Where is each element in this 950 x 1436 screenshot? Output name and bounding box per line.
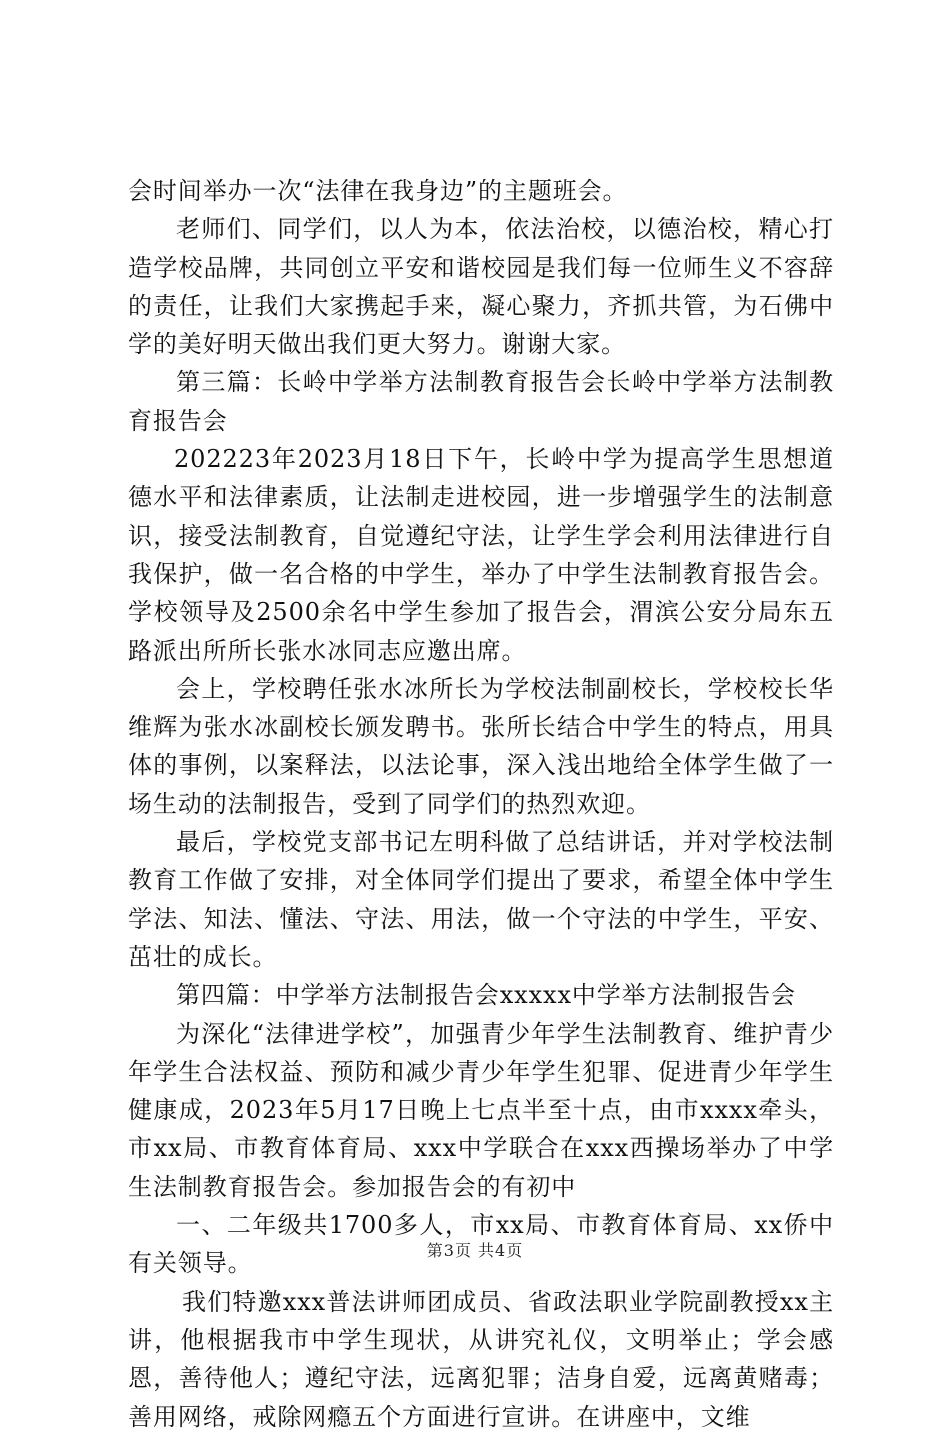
section-heading-part-four: 第四篇：中学举方法制报告会xxxxx中学举方法制报告会	[176, 981, 796, 1010]
paragraph-continuation: 会时间举办一次“法律在我身边”的主题班会。	[128, 177, 628, 205]
section-heading-part-three: 第三篇：长岭中学举方法制教育报告会长岭中学举方法制教育报告会	[128, 368, 834, 435]
paragraph-summary-speech: 最后，学校党支部书记左明科做了总结讲话，并对学校法制教育工作做了安排，对全体同学们提出了要求，希望全体中学生学法、知法、懂法、守法、用法，做一个守法的中学生，平安、茁壮的成长。	[128, 828, 834, 971]
paragraph-law-into-school: 为深化“法律进学校”，加强青少年学生法制教育、维护青少年学生合法权益、预防和减少青少年学生犯罪、促进青少年学生健康成，2023年5月17日晚上七点半至十点，由市xxxx牵头，市xx局、市教育体育局、xxx中学联合在xxx西操场举办了中学生法制教育报告会。参加报告会的有初中	[128, 1019, 834, 1201]
page-number-footer: 第3页 共4页	[426, 1241, 524, 1260]
paragraph-closing-remarks: 老师们、同学们，以人为本，依法治校，以德治校，精心打造学校品牌，共同创立平安和谐校园是我们每一位师生义不容辞的责任，让我们大家携起手来，凝心聚力，齐抓共管，为石佛中学的美好明天做出我们更大努力。谢谢大家。	[128, 215, 834, 359]
paragraph-appointment: 会上，学校聘任张水冰所长为学校法制副校长，学校校长华维辉为张水冰副校长颁发聘书。张所长结合中学生的特点，用具体的事例，以案释法，以法论事，深入浅出地给全体学生做了一场生动的法制报告，受到了同学们的热烈欢迎。	[128, 674, 834, 818]
paragraph-attendees: 一、二年级共1700多人，市xx局、市教育体育局、xx侨中有关领导。	[128, 1211, 834, 1278]
paragraph-lecturer: 我们特邀xxx普法讲师团成员、省政法职业学院副教授xx主讲，他根据我市中学生现状，从讲究礼仪，文明举止；学会感恩，善待他人；遵纪守法，远离犯罪；洁身自爱，远离黄赌毒；善用网络，戒除网瘾五个方面进行宣讲。在讲座中，文维	[128, 1287, 834, 1431]
paragraph-changling-report: 202223年2023月18日下午，长岭中学为提高学生思想道德水平和法律素质，让法制走进校园，进一步增强学生的法制意识，接受法制教育，自觉遵纪守法，让学生学会利用法律进行自我保护，做一名合格的中学生，举办了中学生法制教育报告会。学校领导及2500余名中学生参加了报告会，渭滨公安分局东五路派出所所长张水冰同志应邀出席。	[128, 445, 834, 665]
